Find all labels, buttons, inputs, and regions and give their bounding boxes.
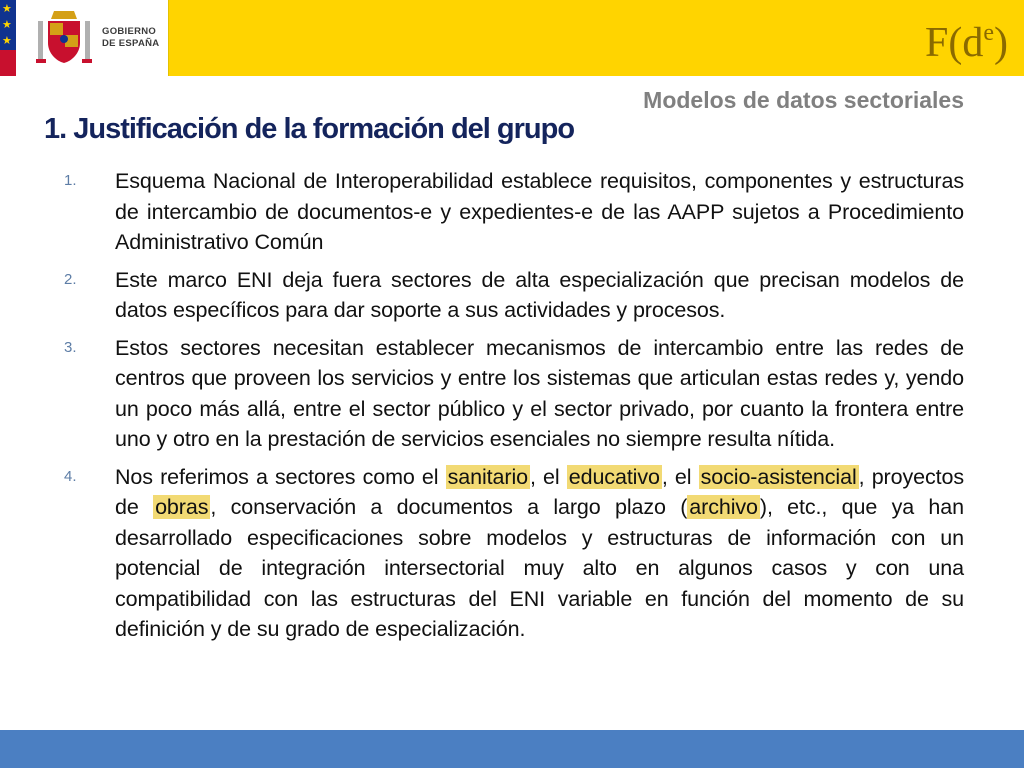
text-segment: , el xyxy=(530,464,567,489)
list-item-text xyxy=(115,462,964,645)
highlighted-term: sanitario xyxy=(447,464,528,489)
text-segment: Este marco ENI deja fuera sectores de alta especialización que precisan modelos de datos específicos para dar soporte a sus actividades y procesos. xyxy=(115,267,964,322)
highlighted-term: socio-asistencial xyxy=(700,464,857,489)
text-segment: ), etc., que ya han desarrollado especificaciones sobre modelos y estructuras de información con un potencial de integración intersectorial muy alto en algunos casos y con una compatibilidad con las estructuras del ENI variable en función del momento de su definición y de su grado de especialización. xyxy=(115,495,964,641)
text-segment: Nos referimos a sectores como el xyxy=(115,464,446,489)
list-item xyxy=(60,462,964,645)
text-segment: Estos sectores necesitan establecer mecanismos de intercambio entre las redes de centros que proveen los servicios y entre los sistemas que articulan estas redes y, yendo un poco más allá, entre el sector público y el sector privado, por cuanto la frontera entre uno y otro en la prestación de servicios esenciales no siempre resulta nítida. xyxy=(115,335,964,451)
gov-line2: DE ESPAÑA xyxy=(102,38,160,49)
list-item-text xyxy=(115,333,964,455)
list-item xyxy=(60,166,964,258)
header-bar xyxy=(0,0,1024,76)
gobierno-text xyxy=(102,26,159,50)
text-segment: , proyectos de xyxy=(115,464,965,519)
logo-close: ) xyxy=(994,20,1008,66)
text-segment: , conservación a documentos a largo plazo ( xyxy=(210,495,688,519)
logo-text: F(d xyxy=(924,20,984,66)
highlighted-term: archivo xyxy=(689,495,758,519)
list-item-text xyxy=(115,265,964,326)
text-segment: Esquema Nacional de Interoperabilidad establece requisitos, componentes y estructuras de intercambio de documentos-e y expedientes-e de las AAPP sujetos a Procedimiento Administrativo Común xyxy=(115,169,964,254)
fde-logo xyxy=(925,10,1008,66)
highlighted-term: educativo xyxy=(568,464,660,489)
slide-subtitle: Modelos de datos sectoriales xyxy=(643,87,964,113)
gov-line1: GOBIERNO xyxy=(102,26,157,37)
text-segment: , el xyxy=(661,464,699,489)
highlighted-term: obras xyxy=(155,495,209,519)
gobierno-logo xyxy=(16,0,169,76)
slide-title: 1. Justificación de la formación del grupo xyxy=(44,113,575,145)
list-item-number: 1. xyxy=(64,172,77,189)
eu-flag-icon: ★ ★ ★ xyxy=(0,0,16,76)
numbered-list xyxy=(60,166,964,652)
list-item-number: 4. xyxy=(64,467,77,485)
list-item-number: 3. xyxy=(64,338,77,356)
coat-of-arms-icon xyxy=(36,7,92,67)
logo-sup: e xyxy=(983,20,994,46)
list-item xyxy=(60,333,964,455)
footer-bar xyxy=(0,730,1024,768)
list-item-number: 2. xyxy=(64,270,77,288)
list-item-text xyxy=(115,166,964,258)
list-item xyxy=(60,265,964,326)
